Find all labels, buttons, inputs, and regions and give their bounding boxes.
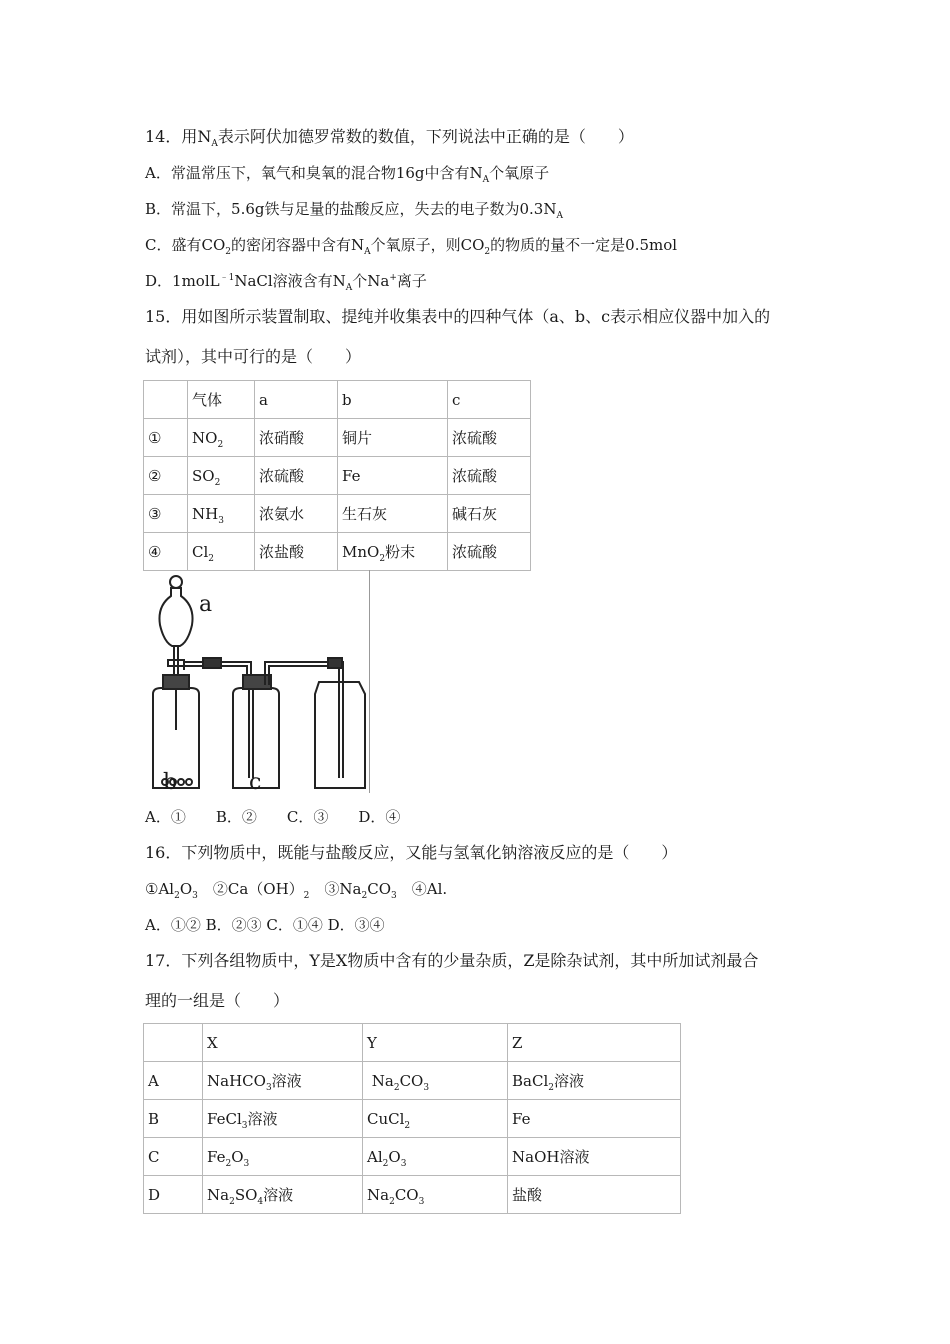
y-cell: CuCl$_2$ xyxy=(363,1100,508,1138)
x-cell: $Na_2SO_4$溶液 xyxy=(203,1176,363,1214)
row-number: ③ xyxy=(144,495,188,533)
row-key: A xyxy=(144,1062,203,1100)
y-cell: $Al_2O_3$ xyxy=(363,1138,508,1176)
table-header-row xyxy=(144,1024,681,1062)
y-cell: $Na_2CO_3$ xyxy=(363,1176,508,1214)
row-key: C xyxy=(144,1138,203,1176)
q17-stem-line2: 理的一组是（ ） xyxy=(145,991,290,1010)
y-cell: $Na_2CO_3$ xyxy=(363,1062,508,1100)
table-header-row xyxy=(144,381,531,419)
tube-into-collector xyxy=(339,682,343,778)
funnel-bulb xyxy=(159,588,192,646)
reagent-a-cell: 浓盐酸 xyxy=(255,533,338,571)
label-c: c xyxy=(249,770,262,795)
q14-option-b: B．常温下，5.6g铁与足量的盐酸反应，失去的电子数为$0.3N_A$ xyxy=(145,200,563,221)
q14-stem: 14．用$N_A$表示阿伏加德罗常数的数值，下列说法中正确的是（ ） xyxy=(145,127,634,150)
q15-stem-line1: 15．用如图所示装置制取、提纯并收集表中的四种气体（a、b、c表示相应仪器中加入的 xyxy=(145,307,771,326)
gas-cell: $NH_3$ xyxy=(188,495,255,533)
table-row xyxy=(144,1062,681,1100)
reagent-a-cell: 浓硝酸 xyxy=(255,419,338,457)
table-row xyxy=(144,495,531,533)
table-header-cell xyxy=(144,1024,203,1062)
q16-options: A．①② B．②③ C．①④ D．③④ xyxy=(145,916,385,934)
row-number: ① xyxy=(144,419,188,457)
funnel-stopcock xyxy=(168,660,184,666)
table-header-cell: Z xyxy=(508,1024,681,1062)
funnel-stopper xyxy=(170,576,182,588)
row-key: D xyxy=(144,1176,203,1214)
reagent-b-cell: 铜片 xyxy=(338,419,448,457)
reagent-c-cell: 浓硫酸 xyxy=(448,533,531,571)
reagent-b-cell: 生石灰 xyxy=(338,495,448,533)
gas-cell: $NO_2$ xyxy=(188,419,255,457)
table-header-cell: 气体 xyxy=(188,381,255,419)
q15-stem-line2: 试剂），其中可行的是（ ） xyxy=(145,347,362,366)
label-a: a xyxy=(199,592,213,617)
row-key: B xyxy=(144,1100,203,1138)
reagent-a-cell: 浓氨水 xyxy=(255,495,338,533)
tube-into-c xyxy=(249,688,253,778)
z-cell: BaCl$_2$溶液 xyxy=(508,1062,681,1100)
row-number: ④ xyxy=(144,533,188,571)
table-header-cell xyxy=(144,381,188,419)
q14-option-d: D．1molL$^{﹣1}$NaCl溶液含有$N_A$个Na+离子 xyxy=(145,272,427,293)
stopper-c xyxy=(243,675,271,689)
reagent-c-cell: 浓硫酸 xyxy=(448,457,531,495)
q15-options: A．① B．② C．③ D．④ xyxy=(145,808,401,826)
gas-cell: $SO_2$ xyxy=(188,457,255,495)
table-row xyxy=(144,1176,681,1214)
table-row xyxy=(144,419,531,457)
gas-cell: $Cl_2$ xyxy=(188,533,255,571)
table-row xyxy=(144,1100,681,1138)
table-header-cell: b xyxy=(338,381,448,419)
table-header-cell: c xyxy=(448,381,531,419)
q14-option-a: A．常温常压下，氧气和臭氧的混合物16g中含有$N_A$个氧原子 xyxy=(145,164,550,185)
q16-items: $①Al_2O_3$ $②Ca(OH)_2$ $③Na_2CO_3$ ④Al. xyxy=(145,880,448,901)
table-header-cell: X xyxy=(203,1024,363,1062)
reagent-a-cell: 浓硫酸 xyxy=(255,457,338,495)
q17-table xyxy=(143,1023,681,1214)
z-cell: NaOH溶液 xyxy=(508,1138,681,1176)
x-cell: FeCl$_3$溶液 xyxy=(203,1100,363,1138)
reagent-c-cell: 浓硫酸 xyxy=(448,419,531,457)
z-cell: 盐酸 xyxy=(508,1176,681,1214)
label-b: b xyxy=(163,770,178,795)
stopper-b xyxy=(163,675,189,689)
table-row xyxy=(144,533,531,571)
q17-stem-line1: 17．下列各组物质中，Y是X物质中含有的少量杂质，Z是除杂试剂，其中所加试剂最合 xyxy=(145,951,759,970)
table-header-cell: Y xyxy=(363,1024,508,1062)
tube-connector-2 xyxy=(328,658,342,668)
table-header-cell: a xyxy=(255,381,338,419)
solid-particle xyxy=(186,779,192,785)
z-cell: Fe xyxy=(508,1100,681,1138)
tube-connector-1 xyxy=(203,658,221,668)
reagent-c-cell: 碱石灰 xyxy=(448,495,531,533)
table-row xyxy=(144,1138,681,1176)
q14-option-c: C．盛有$CO_2$的密闭容器中含有$N_A$个氧原子，则$CO_2$的物质的量不一定是0.5mol xyxy=(145,236,678,257)
q16-stem: 16．下列物质中，既能与盐酸反应，又能与氢氧化钠溶液反应的是（ ） xyxy=(145,843,678,862)
x-cell: $Fe_2O_3$ xyxy=(203,1138,363,1176)
table-row xyxy=(144,457,531,495)
apparatus-figure xyxy=(143,570,370,793)
row-number: ② xyxy=(144,457,188,495)
reagent-b-cell: Fe xyxy=(338,457,448,495)
x-cell: NaHCO$_3$溶液 xyxy=(203,1062,363,1100)
q15-table xyxy=(143,380,531,571)
reagent-b-cell: MnO$_2$粉末 xyxy=(338,533,448,571)
apparatus-drawing xyxy=(143,570,369,793)
solid-particle xyxy=(178,779,184,785)
